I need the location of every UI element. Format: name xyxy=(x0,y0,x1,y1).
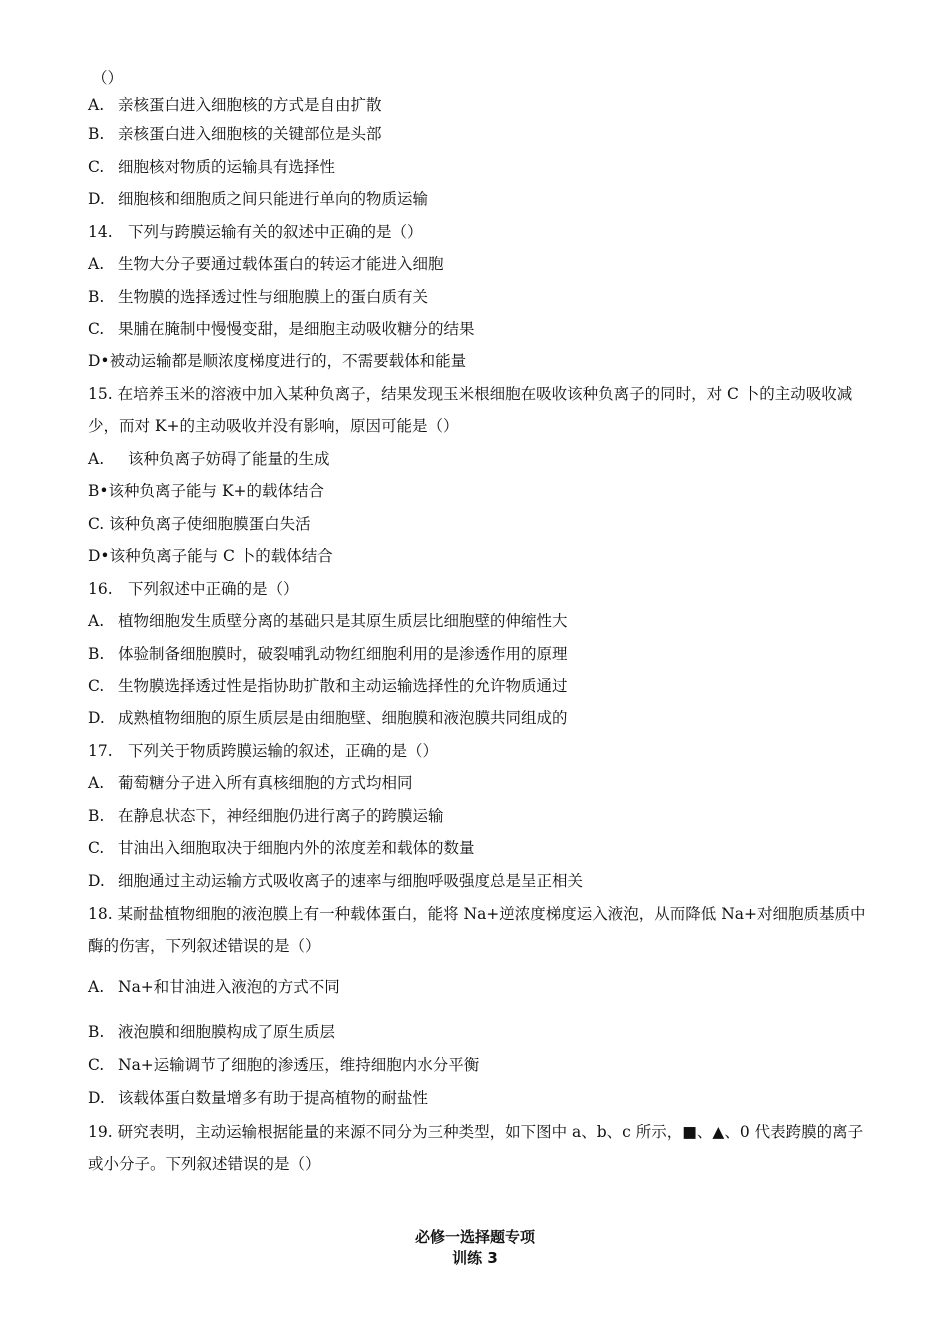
option-d: D•被动运输都是顺浓度梯度进行的，不需要载体和能量 xyxy=(88,352,467,370)
option-c xyxy=(88,838,475,858)
option-d: D•该种负离子能与 C 卜的载体结合 xyxy=(88,547,333,565)
option-d xyxy=(88,708,568,728)
question-17 xyxy=(88,741,438,761)
option-label: D. xyxy=(88,709,105,727)
question-18: 18. 某耐盐植物细胞的液泡膜上有一种载体蛋白，能将 Na+逆浓度梯度运入液泡，从而降低 Na+对细胞质基质中酶的伤害，下列叙述错误的是（） xyxy=(88,905,866,955)
option-text: Na+运输调节了细胞的渗透压，维持细胞内水分平衡 xyxy=(118,1056,480,1074)
option-a xyxy=(88,611,568,631)
option-text: 甘油出入细胞取决于细胞内外的浓度差和载体的数量 xyxy=(118,839,475,857)
option-text: 在静息状态下，神经细胞仍进行离子的跨膜运输 xyxy=(118,807,444,825)
question-19: 19. 研究表明，主动运输根据能量的来源不同分为三种类型，如下图中 a、b、c 所示，■、▲、0 代表跨膜的离子或小分子。下列叙述错误的是（） xyxy=(88,1123,864,1173)
option-text: 细胞核对物质的运输具有选择性 xyxy=(118,158,336,176)
question-text: 下列叙述中正确的是（） xyxy=(128,580,299,598)
option-label: A. xyxy=(88,978,105,996)
option-text: 液泡膜和细胞膜构成了原生质层 xyxy=(118,1023,336,1041)
footer-subtitle: 训练 3 xyxy=(452,1249,498,1267)
option-text: 生物膜的选择透过性与细胞膜上的蛋白质有关 xyxy=(118,288,429,306)
option-label: B. xyxy=(88,807,105,825)
option-text: 亲核蛋白进入细胞核的关键部位是头部 xyxy=(118,125,382,143)
option-text: 该载体蛋白数量增多有助于提高植物的耐盐性 xyxy=(118,1089,429,1107)
question-text: 下列与跨膜运输有关的叙述中正确的是（） xyxy=(128,223,423,241)
question-15: 15. 在培养玉米的溶液中加入某种负离子，结果发现玉米根细胞在吸收该种负离子的同时，对 C 卜的主动吸收减少，而对 K+的主动吸收并没有影响，原因可能是（） xyxy=(88,385,853,435)
option-b: B•该种负离子能与 K+的载体结合 xyxy=(88,482,325,500)
answer-bracket: （） xyxy=(92,69,124,87)
option-label: A. xyxy=(88,255,105,273)
option-text: 该种负离子妨碍了能量的生成 xyxy=(128,450,330,468)
question-16 xyxy=(88,579,299,599)
option-text: 果脯在腌制中慢慢变甜，是细胞主动吸收糖分的结果 xyxy=(118,320,475,338)
option-label: B. xyxy=(88,288,105,306)
option-label: D. xyxy=(88,190,105,208)
option-c xyxy=(88,676,568,696)
option-b xyxy=(88,644,568,664)
option-label: B. xyxy=(88,645,105,663)
option-d xyxy=(88,189,428,209)
option-label: D. xyxy=(88,872,105,890)
option-text: Na+和甘油进入液泡的方式不同 xyxy=(118,978,340,996)
option-a xyxy=(88,254,444,274)
option-text: 成熟植物细胞的原生质层是由细胞壁、细胞膜和液泡膜共同组成的 xyxy=(118,709,568,727)
option-d xyxy=(88,1088,428,1108)
option-label: A. xyxy=(88,450,105,468)
option-label: C. xyxy=(88,677,105,695)
question-number: 16. xyxy=(88,580,113,598)
option-b xyxy=(88,287,428,307)
option-c: C. 该种负离子使细胞膜蛋白失活 xyxy=(88,515,311,533)
option-text: 细胞通过主动运输方式吸收离子的速率与细胞呼吸强度总是呈正相关 xyxy=(118,872,584,890)
option-b xyxy=(88,806,444,826)
option-label: C. xyxy=(88,1056,105,1074)
option-b xyxy=(88,124,382,144)
option-d xyxy=(88,871,583,891)
option-label: C. xyxy=(88,158,105,176)
option-label: C. xyxy=(88,839,105,857)
option-text: 植物细胞发生质壁分离的基础只是其原生质层比细胞壁的伸缩性大 xyxy=(118,612,568,630)
option-c xyxy=(88,1055,479,1075)
option-label: A. xyxy=(88,774,105,792)
option-label: A. xyxy=(88,612,105,630)
option-label: B. xyxy=(88,1023,105,1041)
question-text: 下列关于物质跨膜运输的叙述，正确的是（） xyxy=(128,742,439,760)
option-label: B. xyxy=(88,125,105,143)
option-label: C. xyxy=(88,320,105,338)
option-a xyxy=(88,773,413,793)
option-text: 亲核蛋白进入细胞核的方式是自由扩散 xyxy=(118,96,382,114)
option-b xyxy=(88,1022,335,1042)
option-text: 细胞核和细胞质之间只能进行单向的物质运输 xyxy=(118,190,429,208)
question-14 xyxy=(88,222,423,242)
option-c xyxy=(88,157,335,177)
option-a xyxy=(88,449,330,469)
option-text: 生物大分子要通过载体蛋白的转运才能进入细胞 xyxy=(118,255,444,273)
question-number: 17. xyxy=(88,742,113,760)
option-text: 葡萄糖分子进入所有真核细胞的方式均相同 xyxy=(118,774,413,792)
option-label: D. xyxy=(88,1089,105,1107)
footer-title: 必修一选择题专项 xyxy=(414,1228,535,1246)
option-text: 生物膜选择透过性是指协助扩散和主动运输选择性的允许物质通过 xyxy=(118,677,568,695)
option-c xyxy=(88,319,475,339)
option-a xyxy=(88,977,340,997)
option-label: A. xyxy=(88,96,105,114)
question-number: 14. xyxy=(88,223,113,241)
option-text: 体验制备细胞膜时，破裂哺乳动物红细胞利用的是渗透作用的原理 xyxy=(118,645,568,663)
option-a xyxy=(88,95,382,115)
